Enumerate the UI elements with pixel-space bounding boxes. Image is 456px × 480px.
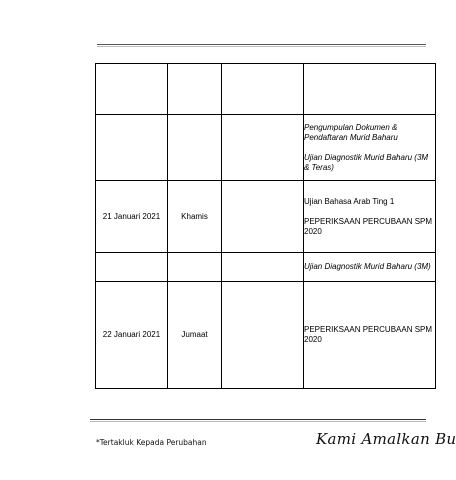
blank-cell: [222, 181, 304, 253]
blank-cell: [222, 115, 304, 181]
table-row: [96, 282, 436, 389]
activity-cell: [304, 115, 436, 181]
school-motto: Kami Amalkan Bu: [316, 430, 456, 448]
activity-item: Ujian Bahasa Arab Ting 1: [304, 196, 395, 206]
activity-item: Ujian Diagnostik Murid Baharu (3M): [304, 262, 431, 271]
activity-cell: [304, 282, 436, 389]
table-row: [96, 181, 436, 253]
blank-cell: [222, 282, 304, 389]
activity-item: PEPERIKSAAN PERCUBAAN SPM 2020: [304, 325, 433, 344]
schedule-table: [95, 63, 436, 389]
day-cell: [168, 253, 222, 282]
footer-rule: [90, 419, 426, 420]
footer-note: *Tertakluk Kepada Perubahan: [96, 438, 207, 447]
day-cell: Jumaat: [168, 282, 222, 389]
date-cell: [96, 64, 168, 115]
table-row: [96, 253, 436, 282]
activity-item: PEPERIKSAAN PERCUBAAN SPM 2020: [304, 216, 433, 236]
date-cell: 22 Januari 2021: [96, 282, 168, 389]
date-cell: [96, 115, 168, 181]
day-cell: [168, 64, 222, 115]
activity-item: Pengumpulan Dokumen & Pendaftaran Murid Baharu: [304, 122, 398, 142]
activity-cell: [304, 64, 436, 115]
table-row: [96, 64, 436, 115]
table-row: [96, 115, 436, 181]
header-rule: [97, 44, 426, 45]
activity-cell: [304, 253, 436, 282]
activity-item: Ujian Diagnostik Murid Baharu (3M & Teras): [304, 152, 429, 172]
day-cell: Khamis: [168, 181, 222, 253]
activity-cell: [304, 181, 436, 253]
blank-cell: [222, 253, 304, 282]
date-cell: [96, 253, 168, 282]
day-cell: [168, 115, 222, 181]
blank-cell: [222, 64, 304, 115]
date-cell: 21 Januari 2021: [96, 181, 168, 253]
